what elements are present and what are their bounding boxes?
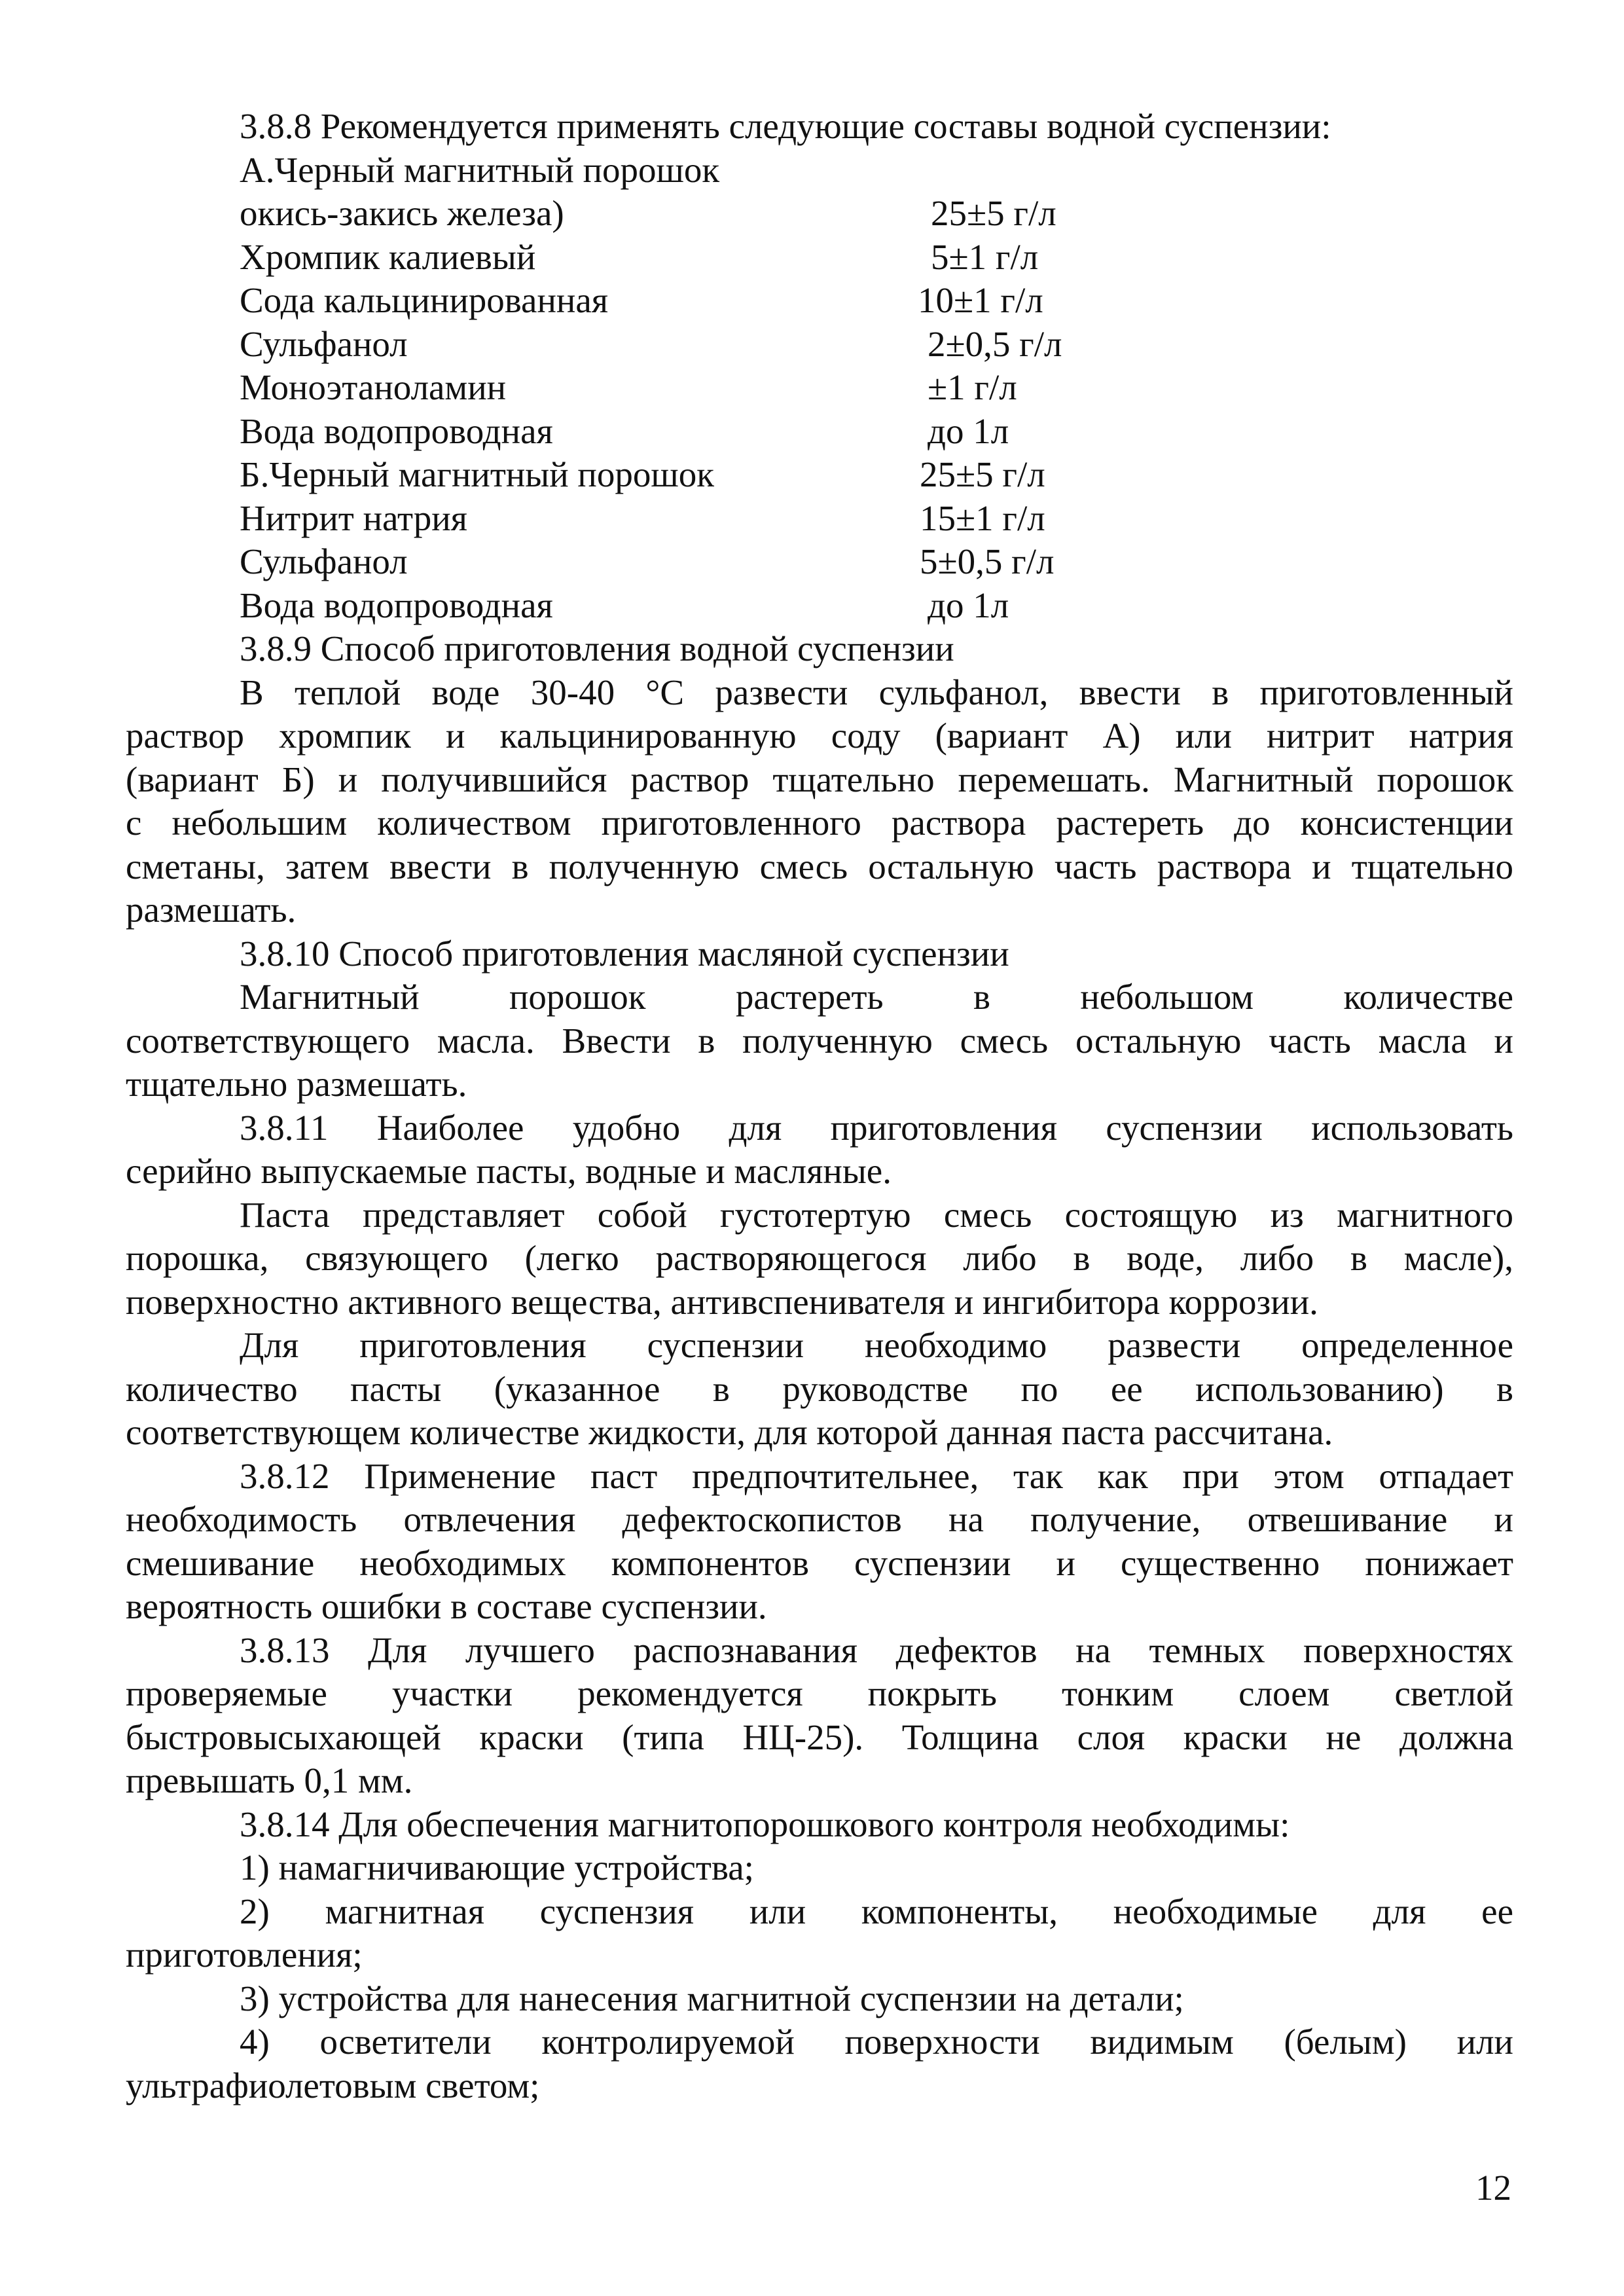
paragraph-line: вероятность ошибки в составе суспензии. xyxy=(126,1586,767,1626)
composition-row xyxy=(126,279,1513,323)
paragraph-line: смешивание необходимых компонентов суспензии и существенно понижает xyxy=(126,1542,1513,1583)
paragraph-line: быстровысыхающей краски (типа НЦ-25). Толщина слоя краски не должна xyxy=(126,1717,1513,1757)
paragraph-3-8-10 xyxy=(126,975,1513,1106)
section-heading-3-8-8: 3.8.8 Рекомендуется применять следующие составы водной суспензии: xyxy=(240,106,1331,146)
paragraph-line: серийно выпускаемые пасты, водные и масляные. xyxy=(126,1151,892,1191)
composition-row xyxy=(126,366,1513,410)
component-value: до 1л xyxy=(928,410,1009,451)
component-name: Сульфанол xyxy=(240,541,408,581)
paragraph-line: раствор хромпик и кальцинированную соду (вариант А) или нитрит натрия xyxy=(126,716,1513,756)
composition-row xyxy=(126,584,1513,628)
section-heading-3-8-10: 3.8.10 Способ приготовления масляной суспензии xyxy=(240,933,1009,974)
composition-a-title-row xyxy=(126,149,1513,192)
component-name: Сульфанол xyxy=(240,323,408,364)
component-value: 25±5 г/л xyxy=(920,454,1045,494)
paragraph-3-8-11 xyxy=(126,1106,1513,1194)
paragraph-line: сметаны, затем ввести в полученную смесь остальную часть раствора и тщательно xyxy=(126,846,1513,886)
list-item-continuation: ультрафиолетовым светом; xyxy=(126,2065,540,2105)
paragraph-line: 3.8.11 Наиболее удобно для приготовления суспензии использовать xyxy=(240,1107,1513,1148)
list-3-8-14 xyxy=(126,1846,1513,2107)
component-value: 2±0,5 г/л xyxy=(928,323,1062,364)
list-item: 3) устройства для нанесения магнитной суспензии на детали; xyxy=(240,1978,1184,2018)
paragraph-line: количество пасты (указанное в руководстве по ее использованию) в xyxy=(126,1368,1513,1409)
component-name: Моноэтаноламин xyxy=(240,367,507,407)
paragraph-paste xyxy=(126,1194,1513,1324)
paragraph-line: соответствующего масла. Ввести в полученную смесь остальную часть масла и xyxy=(126,1020,1513,1061)
component-value: 5±0,5 г/л xyxy=(920,541,1055,581)
composition-row xyxy=(126,323,1513,367)
section-heading-3-8-14: 3.8.14 Для обеспечения магнитопорошкового контроля необходимы: xyxy=(240,1804,1290,1844)
paragraph-line: поверхностно активного вещества, антивспенивателя и ингибитора коррозии. xyxy=(126,1281,1318,1322)
component-name: окись-закись железа) xyxy=(240,193,564,233)
page-number: 12 xyxy=(1475,2168,1511,2208)
component-value: 5±1 г/л xyxy=(931,236,1039,277)
composition-row xyxy=(126,192,1513,236)
composition-row xyxy=(126,540,1513,584)
component-value: 15±1 г/л xyxy=(920,498,1045,538)
paragraph-line: необходимость отвлечения дефектоскопистов на получение, отвешивание и xyxy=(126,1499,1513,1539)
paragraph-line: соответствующем количестве жидкости, для которой данная паста рассчитана. xyxy=(126,1412,1333,1452)
composition-a-title: А.Черный магнитный порошок xyxy=(240,149,720,190)
component-name: Хромпик калиевый xyxy=(240,236,536,277)
paragraph-line: Для приготовления суспензии необходимо развести определенное xyxy=(240,1325,1513,1365)
component-value: ±1 г/л xyxy=(928,367,1017,407)
list-item: 1) намагничивающие устройства; xyxy=(240,1848,754,1887)
component-value: 10±1 г/л xyxy=(918,280,1043,320)
paragraph-line: 3.8.12 Применение паст предпочтительнее, так как при этом отпадает xyxy=(240,1455,1513,1496)
composition-row xyxy=(126,236,1513,280)
list-item: 2) магнитная суспензия или компоненты, необходимые для ее xyxy=(240,1891,1513,1931)
paragraph-3-8-9 xyxy=(126,671,1513,932)
composition-table xyxy=(126,149,1513,628)
list-item-continuation: приготовления; xyxy=(126,1935,363,1975)
composition-row xyxy=(126,453,1513,497)
component-value: 25±5 г/л xyxy=(931,193,1056,233)
paragraph-line: 3.8.13 Для лучшего распознавания дефектов на темных поверхностях xyxy=(240,1630,1513,1670)
composition-row xyxy=(126,497,1513,541)
paragraph-line: (вариант Б) и получившийся раствор тщательно перемешать. Магнитный порошок xyxy=(126,759,1513,799)
paragraph-line: тщательно размешать. xyxy=(126,1064,467,1104)
paragraph-line: порошка, связующего (легко растворяющегося либо в воде, либо в масле), xyxy=(126,1238,1513,1278)
component-name: Вода водопроводная xyxy=(240,410,553,451)
paragraph-line: превышать 0,1 мм. xyxy=(126,1760,413,1800)
paragraph-line: Магнитный порошок растереть в небольшом количестве xyxy=(240,977,1513,1017)
list-item: 4) осветители контролируемой поверхности видимым (белым) или xyxy=(240,2022,1513,2062)
paragraph-3-8-13 xyxy=(126,1629,1513,1803)
component-name: Б.Черный магнитный порошок xyxy=(240,454,714,494)
paragraph-3-8-12 xyxy=(126,1455,1513,1629)
composition-row xyxy=(126,410,1513,454)
component-name: Нитрит натрия xyxy=(240,498,467,538)
paragraph-line: проверяемые участки рекомендуется покрыть тонким слоем светлой xyxy=(126,1673,1513,1713)
paragraph-prep xyxy=(126,1324,1513,1455)
paragraph-line: В теплой воде 30-40 °С развести сульфанол, ввести в приготовленный xyxy=(240,672,1513,712)
component-value: до 1л xyxy=(928,585,1009,625)
component-name: Вода водопроводная xyxy=(240,585,553,625)
paragraph-line: размешать. xyxy=(126,890,297,930)
section-heading-3-8-9: 3.8.9 Способ приготовления водной суспензии xyxy=(240,629,954,668)
component-name: Сода кальцинированная xyxy=(240,280,609,320)
paragraph-line: Паста представляет собой густотертую смесь состоящую из магнитного xyxy=(240,1194,1513,1235)
paragraph-line: с небольшим количеством приготовленного раствора растереть до консистенции xyxy=(126,803,1513,843)
document-page xyxy=(126,105,1513,2107)
